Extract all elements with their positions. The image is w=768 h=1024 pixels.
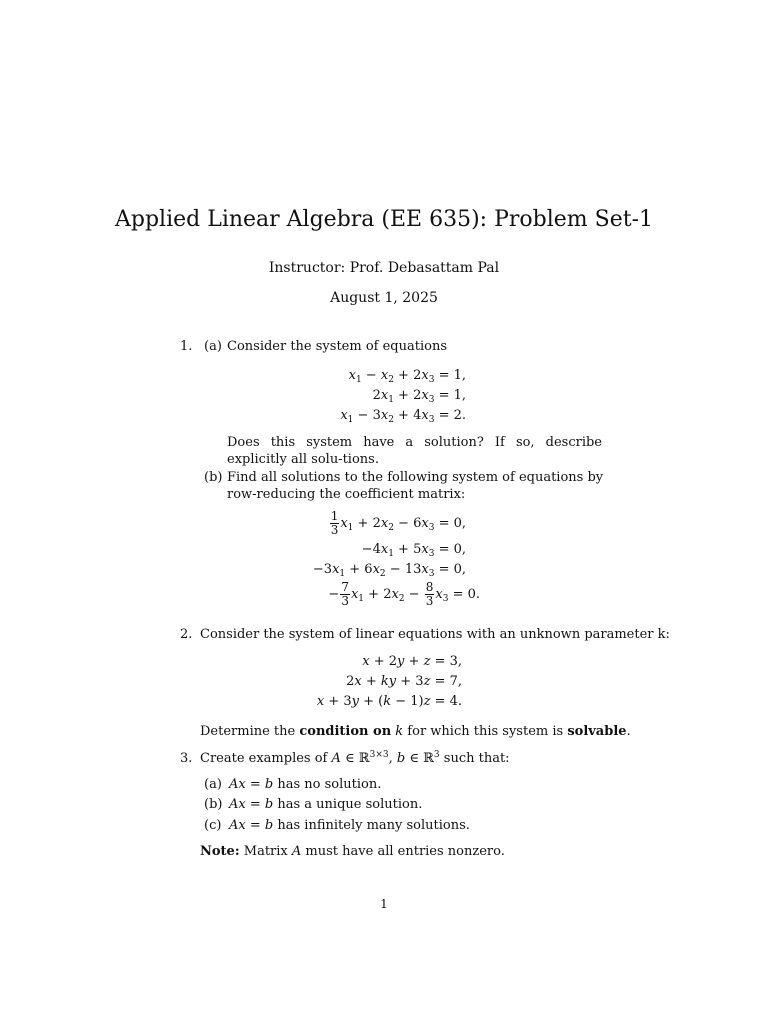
problem-1b-label: (b) xyxy=(204,470,223,485)
problem-1a-intro: Consider the system of equations xyxy=(227,339,447,354)
problem-3-note: Note: Matrix A must have all entries nonzero. xyxy=(200,844,505,859)
problem-1-number: 1. xyxy=(180,339,193,354)
equation-1a-2: $2x_1 + 2x_3 = 1$, xyxy=(372,388,466,405)
problem-3a-text: Ax = b has no solution. xyxy=(229,777,382,792)
equation-1a-1: $x_1 - x_2 + 2x_3 = 1$, xyxy=(348,368,466,385)
equation-2-3: x + 3y + (k − 1)z = 4. xyxy=(316,694,462,709)
equation-1b-3: $-3x_1 + 6x_2 - 13x_3 = 0$, xyxy=(312,562,466,579)
problem-3c-text: Ax = b has infinitely many solutions. xyxy=(229,818,470,833)
problem-3-number: 3. xyxy=(180,751,193,766)
problem-3b-text: Ax = b has a unique solution. xyxy=(229,797,423,812)
instructor-line: Instructor: Prof. Debasattam Pal xyxy=(268,260,500,276)
problem-2-intro: Consider the system of linear equations with an unknown parameter k: xyxy=(200,627,670,642)
document-title: Applied Linear Algebra (EE 635): Problem Set-1 xyxy=(114,207,653,232)
date-line: August 1, 2025 xyxy=(330,290,438,306)
problem-3b-label: (b) xyxy=(204,797,223,812)
problem-2-determine: Determine the condition on k for which this system is solvable. xyxy=(200,724,631,739)
equation-1b-2: $-4x_1 + 5x_3 = 0$, xyxy=(361,542,466,559)
problem-1a-question: Does this system have a solution? If so, describe explicitly all solu-tions. xyxy=(227,435,602,467)
problem-1b-intro: Find all solutions to the following system of equations by row-reducing the coefficient matrix: xyxy=(227,470,604,502)
equation-1b-1: $\frac{1}{3}$ $x_1 + 2x_2 - 6x_3 = 0$, xyxy=(330,509,466,537)
problem-3-intro: Create examples of A ∈ ℝ$^{3\times 3}$, b ∈ ℝ$^3$ such that: xyxy=(200,750,510,766)
equation-1a-3: $x_1 - 3x_2 + 4x_3 = 2$. xyxy=(340,408,466,425)
problem-1a-label: (a) xyxy=(204,339,222,354)
page-number: 1 xyxy=(380,897,388,911)
problem-2-number: 2. xyxy=(180,627,193,642)
problem-3a-label: (a) xyxy=(204,777,222,792)
equation-2-1: x + 2y + z = 3, xyxy=(362,654,462,669)
equation-2-2: 2x + ky + 3z = 7, xyxy=(346,674,462,689)
problem-3c-label: (c) xyxy=(204,818,222,833)
equation-1b-4: − $\frac{7}{3}$ $x_1 + 2x_2$ − $\frac{8}{3}$ $x_3 = 0$. xyxy=(328,580,480,608)
